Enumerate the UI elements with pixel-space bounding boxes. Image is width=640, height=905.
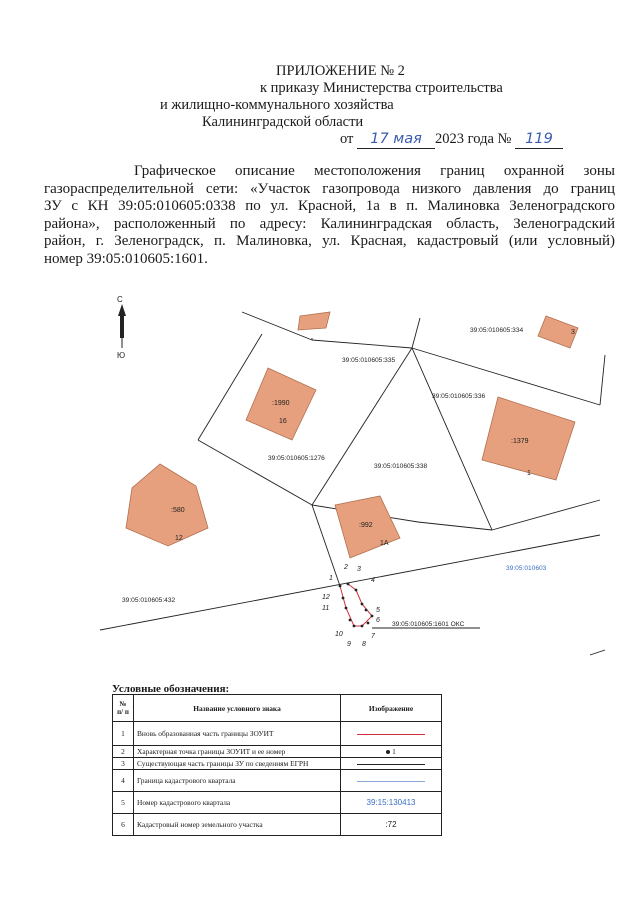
legend-sample — [341, 792, 442, 814]
parcel-label: 39:05:010605:338 — [374, 463, 428, 470]
building-code: :1990 — [272, 400, 290, 407]
description-line: район, г. Зеленоградск, п. Малиновка, ул. Красная, кадастровый (или условный) — [44, 233, 615, 249]
cadastral-map — [0, 290, 640, 680]
legend-row — [113, 770, 442, 792]
building-580 — [126, 464, 208, 546]
legend-sample — [341, 758, 442, 770]
region-line: Калининградской области — [202, 114, 364, 130]
legend-row-name: Характерная точка границы ЗОУИТ и ее номер — [134, 746, 341, 758]
point-number: 12 — [322, 594, 330, 601]
quarter-label: 39:05:010603 — [506, 565, 547, 572]
legend-row — [113, 746, 442, 758]
point-number: 11 — [322, 605, 330, 612]
building-num: 12 — [175, 535, 183, 542]
legend-sample — [341, 770, 442, 792]
point-number: 1 — [329, 575, 333, 582]
parcel-label: 39:05:010605:1276 — [268, 455, 325, 462]
parcel-label: 39:05:010605:335 — [342, 357, 396, 364]
boundary-line — [412, 318, 420, 348]
point-dot-icon — [386, 750, 390, 754]
point-number: 9 — [347, 641, 351, 648]
description-paragraph — [44, 163, 615, 268]
boundary-line — [412, 348, 492, 530]
zone-points — [339, 583, 374, 628]
ministry-line: и жилищно-коммунального хозяйства — [160, 97, 394, 113]
legend-row-name: Граница кадастрового квартала — [134, 770, 341, 792]
parcel-label: 39:05:010605:336 — [432, 393, 486, 400]
appendix-title: ПРИЛОЖЕНИЕ № 2 — [276, 63, 405, 79]
legend-row-number: 1 — [113, 722, 134, 746]
boundary-line — [600, 355, 605, 405]
header-block — [0, 63, 640, 149]
parcel-label: 39:05:010605:334 — [470, 327, 524, 334]
building-code: :992 — [359, 522, 373, 529]
point-number: 6 — [376, 617, 380, 624]
point-number: 7 — [371, 633, 375, 640]
red-line-sample — [357, 734, 425, 735]
legend-table — [112, 694, 442, 836]
point-sample-label: 1 — [392, 747, 396, 756]
legend-header-row — [113, 695, 442, 722]
boundary-line — [312, 505, 340, 586]
legend-row — [113, 722, 442, 746]
description-line: газораспределительной сети: «Участок газопровода низкого давления до границ — [44, 180, 615, 197]
point-number: 2 — [344, 564, 348, 571]
handwritten-date: 17 мая — [357, 131, 435, 149]
point-number: 10 — [335, 631, 343, 638]
date-line — [0, 131, 640, 149]
legend-row-name: Номер кадастрового квартала — [134, 792, 341, 814]
legend-row — [113, 792, 442, 814]
date-middle: 2023 года № — [435, 131, 512, 147]
boundary-line — [198, 334, 262, 440]
description-line: района», расположенный по адресу: Калининградская область, Зеленоградский — [44, 215, 615, 232]
boundary-line — [418, 522, 492, 530]
point-number: 5 — [376, 607, 380, 614]
legend-title: Условные обозначения: — [112, 683, 230, 695]
black-line-sample — [357, 764, 425, 765]
legend-row-number: 4 — [113, 770, 134, 792]
boundary-line — [198, 440, 312, 505]
legend-row — [113, 814, 442, 836]
point-number: 4 — [371, 577, 375, 584]
legend-row-number: 5 — [113, 792, 134, 814]
buildings — [126, 312, 578, 558]
parcel-label: 39:05:010605:1601 ОКС — [392, 621, 465, 628]
south-label: Ю — [117, 351, 126, 360]
handwritten-number: 119 — [515, 131, 563, 149]
legend-row-name: Существующая часть границы ЗУ по сведениям ЕГРН — [134, 758, 341, 770]
description-line: Графическое описание местоположения границ охранной зоны — [134, 163, 615, 179]
protective-zone — [339, 583, 374, 628]
date-prefix: от — [340, 131, 354, 147]
building-top — [298, 312, 330, 330]
boundary-line — [312, 340, 412, 348]
legend-row-name: Вновь образованная часть границы ЗОУИТ — [134, 722, 341, 746]
boundary-line — [590, 650, 605, 655]
boundary-line — [312, 348, 412, 505]
legend-row-name: Кадастровый номер земельного участка — [134, 814, 341, 836]
building-num: 1 — [527, 470, 531, 477]
north-arrow-icon — [118, 304, 126, 348]
north-label: С — [117, 295, 123, 304]
legend-header-image: Изображение — [341, 695, 442, 722]
building-code: :1379 — [511, 438, 529, 445]
building-num: 1А — [380, 540, 389, 547]
point-number: 3 — [357, 566, 361, 573]
legend-row — [113, 758, 442, 770]
boundary-line — [492, 500, 600, 530]
legend-header-name: Название условного знака — [134, 695, 341, 722]
blue-line-sample — [357, 781, 425, 782]
building-num: 16 — [279, 418, 287, 425]
legend-sample — [341, 746, 442, 758]
building-num: 3 — [571, 329, 575, 336]
description-line: ЗУ с КН 39:05:010605:0338 по ул. Красной, 1а в п. Малиновка Зеленоградского — [44, 198, 615, 214]
building-code: :580 — [171, 507, 185, 514]
point-number: 8 — [362, 641, 366, 648]
parcel-number-sample: :72 — [341, 814, 442, 836]
legend-sample — [341, 722, 442, 746]
description-line: номер 39:05:010605:1601. — [44, 250, 208, 267]
legend-row-number: 2 — [113, 746, 134, 758]
legend-row-number: 3 — [113, 758, 134, 770]
legend-row-number: 6 — [113, 814, 134, 836]
quarter-number-sample: 39:15:130413 — [366, 798, 416, 807]
legend-header-num: № п/ п — [113, 695, 134, 722]
parcel-label: 39:05:010605:432 — [122, 597, 176, 604]
order-line: к приказу Министерства строительства — [260, 80, 503, 96]
